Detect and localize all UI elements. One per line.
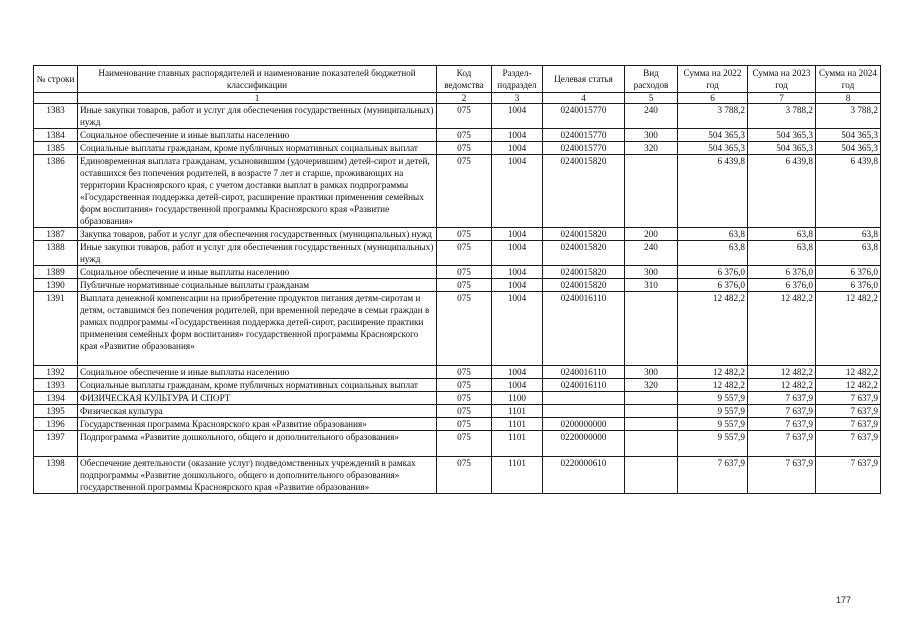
table-row: [34, 405, 881, 418]
section-code: 1101: [492, 431, 543, 457]
budget-table: [33, 65, 881, 494]
sum-2024: 6 439,8: [816, 155, 881, 228]
expense-type-code: 320: [625, 379, 678, 392]
row-name: Физическая культура: [78, 405, 437, 418]
sum-2022: 9 557,9: [678, 392, 748, 405]
expense-type-code: [625, 457, 678, 494]
table-row: [34, 457, 881, 494]
sum-2023: 12 482,2: [748, 292, 816, 366]
row-name: Закупка товаров, работ и услуг для обеспечения государственных (муниципальных) нужд: [78, 228, 437, 241]
sum-2023: 12 482,2: [748, 379, 816, 392]
sum-2022: 3 788,2: [678, 104, 748, 129]
sum-2022: 7 637,9: [678, 457, 748, 494]
expense-type-code: 300: [625, 129, 678, 142]
row-name: Иные закупки товаров, работ и услуг для обеспечения государственных (муниципальных) нужд: [78, 241, 437, 266]
dept-code: 075: [437, 457, 492, 494]
sum-2023: 7 637,9: [748, 418, 816, 431]
section-code: 1100: [492, 392, 543, 405]
section-code: 1004: [492, 142, 543, 155]
sum-2023: 7 637,9: [748, 431, 816, 457]
section-code: 1004: [492, 292, 543, 366]
sum-2024: 3 788,2: [816, 104, 881, 129]
section-code: 1004: [492, 366, 543, 379]
expense-type-code: [625, 292, 678, 366]
column-number: [34, 93, 78, 104]
sum-2024: 12 482,2: [816, 292, 881, 366]
dept-code: 075: [437, 266, 492, 279]
page-number: 177: [836, 595, 852, 605]
header-sum-2023: Сумма на 2023 год: [748, 66, 816, 93]
sum-2023: 6 439,8: [748, 155, 816, 228]
row-number: 1396: [34, 418, 78, 431]
sum-2022: 63,8: [678, 241, 748, 266]
sum-2023: 7 637,9: [748, 405, 816, 418]
header-name: Наименование главных распорядителей и наименование показателей бюджетной классификации: [78, 66, 437, 93]
target-code: 0240015770: [543, 142, 625, 155]
sum-2023: 6 376,0: [748, 266, 816, 279]
target-code: 0240015820: [543, 155, 625, 228]
table-row: [34, 292, 881, 366]
dept-code: 075: [437, 241, 492, 266]
expense-type-code: 300: [625, 366, 678, 379]
expense-type-code: [625, 405, 678, 418]
sum-2024: 12 482,2: [816, 366, 881, 379]
expense-type-code: [625, 431, 678, 457]
sum-2024: 7 637,9: [816, 431, 881, 457]
dept-code: 075: [437, 379, 492, 392]
expense-type-code: 200: [625, 228, 678, 241]
sum-2024: 7 637,9: [816, 418, 881, 431]
expense-type-code: 320: [625, 142, 678, 155]
expense-type-code: 240: [625, 104, 678, 129]
sum-2022: 6 376,0: [678, 266, 748, 279]
table-row: [34, 129, 881, 142]
section-code: 1101: [492, 457, 543, 494]
target-code: 0240015820: [543, 266, 625, 279]
sum-2024: 12 482,2: [816, 379, 881, 392]
table-row: [34, 431, 881, 457]
column-number: 4: [543, 93, 625, 104]
section-code: 1004: [492, 279, 543, 292]
sum-2024: 7 637,9: [816, 392, 881, 405]
sum-2023: 12 482,2: [748, 366, 816, 379]
table-row: [34, 155, 881, 228]
column-number: 3: [492, 93, 543, 104]
sum-2022: 9 557,9: [678, 418, 748, 431]
sum-2024: 63,8: [816, 241, 881, 266]
expense-type-code: 240: [625, 241, 678, 266]
row-number: 1390: [34, 279, 78, 292]
row-number: 1394: [34, 392, 78, 405]
sum-2022: 6 376,0: [678, 279, 748, 292]
row-number: 1385: [34, 142, 78, 155]
target-code: [543, 405, 625, 418]
dept-code: 075: [437, 228, 492, 241]
row-number: 1398: [34, 457, 78, 494]
header-section: Раздел-подраздел: [492, 66, 543, 93]
row-number: 1389: [34, 266, 78, 279]
dept-code: 075: [437, 155, 492, 228]
dept-code: 075: [437, 292, 492, 366]
header-target: Целевая статья: [543, 66, 625, 93]
dept-code: 075: [437, 366, 492, 379]
row-number: 1388: [34, 241, 78, 266]
target-code: 0220000000: [543, 431, 625, 457]
dept-code: 075: [437, 142, 492, 155]
row-name: Социальное обеспечение и иные выплаты населению: [78, 366, 437, 379]
row-name: Выплата денежной компенсации на приобретение продуктов питания детям-сиротам и детям, оставшимся без попечения родителей, при временной передаче в семьи граждан в рамках подпрограммы «Государственная поддержка детей-сирот, расширение практики применения семейных форм воспитания» государственной программы Красноярского края «Развитие образования»: [78, 292, 437, 366]
table-row: [34, 228, 881, 241]
row-name: Иные закупки товаров, работ и услуг для обеспечения государственных (муниципальных) нужд: [78, 104, 437, 129]
row-number: 1397: [34, 431, 78, 457]
target-code: 0220000610: [543, 457, 625, 494]
expense-type-code: [625, 155, 678, 228]
row-number: 1393: [34, 379, 78, 392]
sum-2023: 3 788,2: [748, 104, 816, 129]
row-name: Единовременная выплата гражданам, усыновившим (удочерившим) детей-сирот и детей, оставшихся без попечения родителей, в возрасте 7 лет и старше, проживающих на территории Красноярского края, с учетом доставки выплат в рамках подпрограммы «Государственная поддержка детей-сирот, расширение практики применения семейных форм воспитания» государственной программы Красноярского края «Развитие образования»: [78, 155, 437, 228]
dept-code: 075: [437, 104, 492, 129]
column-numbers-row: [34, 93, 881, 104]
target-code: 0240015820: [543, 228, 625, 241]
section-code: 1004: [492, 241, 543, 266]
row-name: Социальное обеспечение и иные выплаты населению: [78, 129, 437, 142]
header-dept-code: Код ведомства: [437, 66, 492, 93]
table-header: [34, 66, 881, 104]
target-code: 0240016110: [543, 366, 625, 379]
sum-2023: 63,8: [748, 241, 816, 266]
expense-type-code: 300: [625, 266, 678, 279]
section-code: 1101: [492, 418, 543, 431]
row-name: Государственная программа Красноярского края «Развитие образования»: [78, 418, 437, 431]
table-row: [34, 379, 881, 392]
dept-code: 075: [437, 405, 492, 418]
target-code: 0240015820: [543, 241, 625, 266]
row-name: Обеспечение деятельности (оказание услуг) подведомственных учреждений в рамках подпрограммы «Развитие дошкольного, общего и дополнительного образования» государственной программы Красноярского края «Развитие образования»: [78, 457, 437, 494]
dept-code: 075: [437, 418, 492, 431]
sum-2022: 504 365,3: [678, 142, 748, 155]
column-number: 5: [625, 93, 678, 104]
dept-code: 075: [437, 431, 492, 457]
sum-2023: 7 637,9: [748, 457, 816, 494]
row-name: Социальное обеспечение и иные выплаты населению: [78, 266, 437, 279]
sum-2022: 504 365,3: [678, 129, 748, 142]
sum-2023: 504 365,3: [748, 142, 816, 155]
dept-code: 075: [437, 279, 492, 292]
section-code: 1004: [492, 228, 543, 241]
header-expense-type: Вид расходов: [625, 66, 678, 93]
sum-2024: 504 365,3: [816, 129, 881, 142]
section-code: 1004: [492, 129, 543, 142]
row-number: 1395: [34, 405, 78, 418]
target-code: 0200000000: [543, 418, 625, 431]
column-number: 1: [78, 93, 437, 104]
table-row: [34, 418, 881, 431]
table-row: [34, 366, 881, 379]
sum-2022: 9 557,9: [678, 405, 748, 418]
sum-2023: 504 365,3: [748, 129, 816, 142]
column-number: 8: [816, 93, 881, 104]
sum-2024: 63,8: [816, 228, 881, 241]
row-name: Социальные выплаты гражданам, кроме публичных нормативных социальных выплат: [78, 379, 437, 392]
column-number: 2: [437, 93, 492, 104]
section-code: 1004: [492, 379, 543, 392]
sum-2022: 6 439,8: [678, 155, 748, 228]
sum-2023: 63,8: [748, 228, 816, 241]
sum-2022: 12 482,2: [678, 379, 748, 392]
row-number: 1383: [34, 104, 78, 129]
expense-type-code: [625, 418, 678, 431]
row-number: 1391: [34, 292, 78, 366]
section-code: 1004: [492, 104, 543, 129]
sum-2022: 12 482,2: [678, 366, 748, 379]
dept-code: 075: [437, 392, 492, 405]
table-row: [34, 142, 881, 155]
target-code: 0240015770: [543, 129, 625, 142]
row-name: Социальные выплаты гражданам, кроме публичных нормативных социальных выплат: [78, 142, 437, 155]
sum-2024: 6 376,0: [816, 279, 881, 292]
target-code: 0240015770: [543, 104, 625, 129]
target-code: [543, 392, 625, 405]
row-name: Публичные нормативные социальные выплаты гражданам: [78, 279, 437, 292]
sum-2022: 12 482,2: [678, 292, 748, 366]
expense-type-code: [625, 392, 678, 405]
sum-2022: 9 557,9: [678, 431, 748, 457]
dept-code: 075: [437, 129, 492, 142]
row-number: 1387: [34, 228, 78, 241]
table-row: [34, 392, 881, 405]
header-row-no: № строки: [34, 66, 78, 93]
row-number: 1392: [34, 366, 78, 379]
row-number: 1386: [34, 155, 78, 228]
sum-2024: 504 365,3: [816, 142, 881, 155]
header-sum-2024: Сумма на 2024 год: [816, 66, 881, 93]
sum-2023: 6 376,0: [748, 279, 816, 292]
column-number: 7: [748, 93, 816, 104]
section-code: 1101: [492, 405, 543, 418]
row-number: 1384: [34, 129, 78, 142]
section-code: 1004: [492, 155, 543, 228]
row-name: Подпрограмма «Развитие дошкольного, общего и дополнительного образования»: [78, 431, 437, 457]
sum-2024: 6 376,0: [816, 266, 881, 279]
header-sum-2022: Сумма на 2022 год: [678, 66, 748, 93]
table-row: [34, 104, 881, 129]
table-row: [34, 266, 881, 279]
target-code: 0240015820: [543, 279, 625, 292]
table-row: [34, 279, 881, 292]
section-code: 1004: [492, 266, 543, 279]
target-code: 0240016110: [543, 379, 625, 392]
table-row: [34, 241, 881, 266]
expense-type-code: 310: [625, 279, 678, 292]
row-name: ФИЗИЧЕСКАЯ КУЛЬТУРА И СПОРТ: [78, 392, 437, 405]
target-code: 0240016110: [543, 292, 625, 366]
column-number: 6: [678, 93, 748, 104]
sum-2024: 7 637,9: [816, 405, 881, 418]
sum-2022: 63,8: [678, 228, 748, 241]
table-body: [34, 104, 881, 494]
sum-2024: 7 637,9: [816, 457, 881, 494]
sum-2023: 7 637,9: [748, 392, 816, 405]
